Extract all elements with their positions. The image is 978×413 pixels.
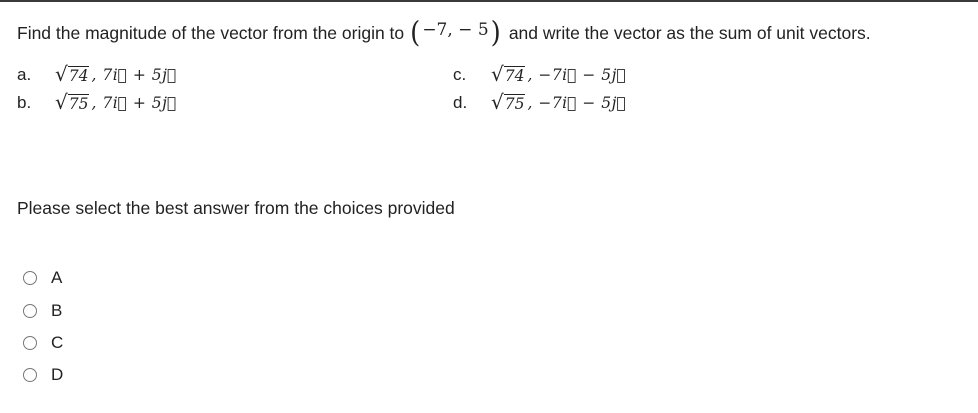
vector-expression: , −7i⃗ − 5j⃗ [527, 93, 627, 112]
radio-button-c[interactable] [23, 336, 37, 350]
top-border [0, 0, 978, 2]
choice-a [17, 64, 177, 86]
radicand: 75 [504, 95, 525, 113]
question-text-before: Find the magnitude of the vector from the origin to [17, 22, 405, 43]
square-root [491, 64, 525, 86]
choice-letter: a. [17, 64, 32, 84]
vector-expression: , 7i⃗ + 5j⃗ [91, 93, 177, 112]
question-text-after: and write the vector as the sum of unit vectors. [508, 22, 871, 43]
choice-math [491, 92, 626, 114]
option-b[interactable] [23, 301, 62, 321]
radicand: 74 [504, 67, 525, 85]
question-text [17, 16, 871, 50]
option-d[interactable] [23, 365, 63, 385]
instruction-prompt: Please select the best answer from the choices provided [17, 198, 455, 218]
choice-letter: b. [17, 92, 32, 112]
square-root [491, 92, 525, 114]
radicand: 75 [68, 95, 89, 113]
choice-b [17, 92, 177, 114]
choice-math [491, 64, 626, 86]
point-values: −7, − 5 [422, 20, 489, 40]
radio-button-b[interactable] [23, 304, 37, 318]
vector-expression: , 7i⃗ + 5j⃗ [91, 65, 177, 84]
option-label[interactable]: D [51, 365, 64, 384]
radical-sign: √ [491, 90, 504, 114]
square-root [55, 92, 89, 114]
radio-button-a[interactable] [23, 271, 37, 285]
square-root [55, 64, 89, 86]
option-label[interactable]: A [51, 268, 63, 287]
option-a[interactable] [23, 268, 62, 288]
vector-expression: , −7i⃗ − 5j⃗ [527, 65, 627, 84]
choice-math [55, 64, 177, 86]
choice-math [55, 92, 177, 114]
radio-button-d[interactable] [23, 368, 37, 382]
option-c[interactable] [23, 333, 63, 353]
radicand: 74 [68, 67, 89, 85]
option-label[interactable]: C [51, 333, 64, 352]
radical-sign: √ [55, 90, 68, 114]
choice-letter: c. [453, 64, 467, 84]
choice-c [453, 64, 626, 86]
choice-letter: d. [453, 92, 468, 112]
option-label[interactable]: B [51, 301, 63, 320]
point-coordinates: ( −7, − 5 ) [410, 16, 501, 50]
choice-d [453, 92, 626, 114]
radical-sign: √ [491, 62, 504, 86]
radical-sign: √ [55, 62, 68, 86]
